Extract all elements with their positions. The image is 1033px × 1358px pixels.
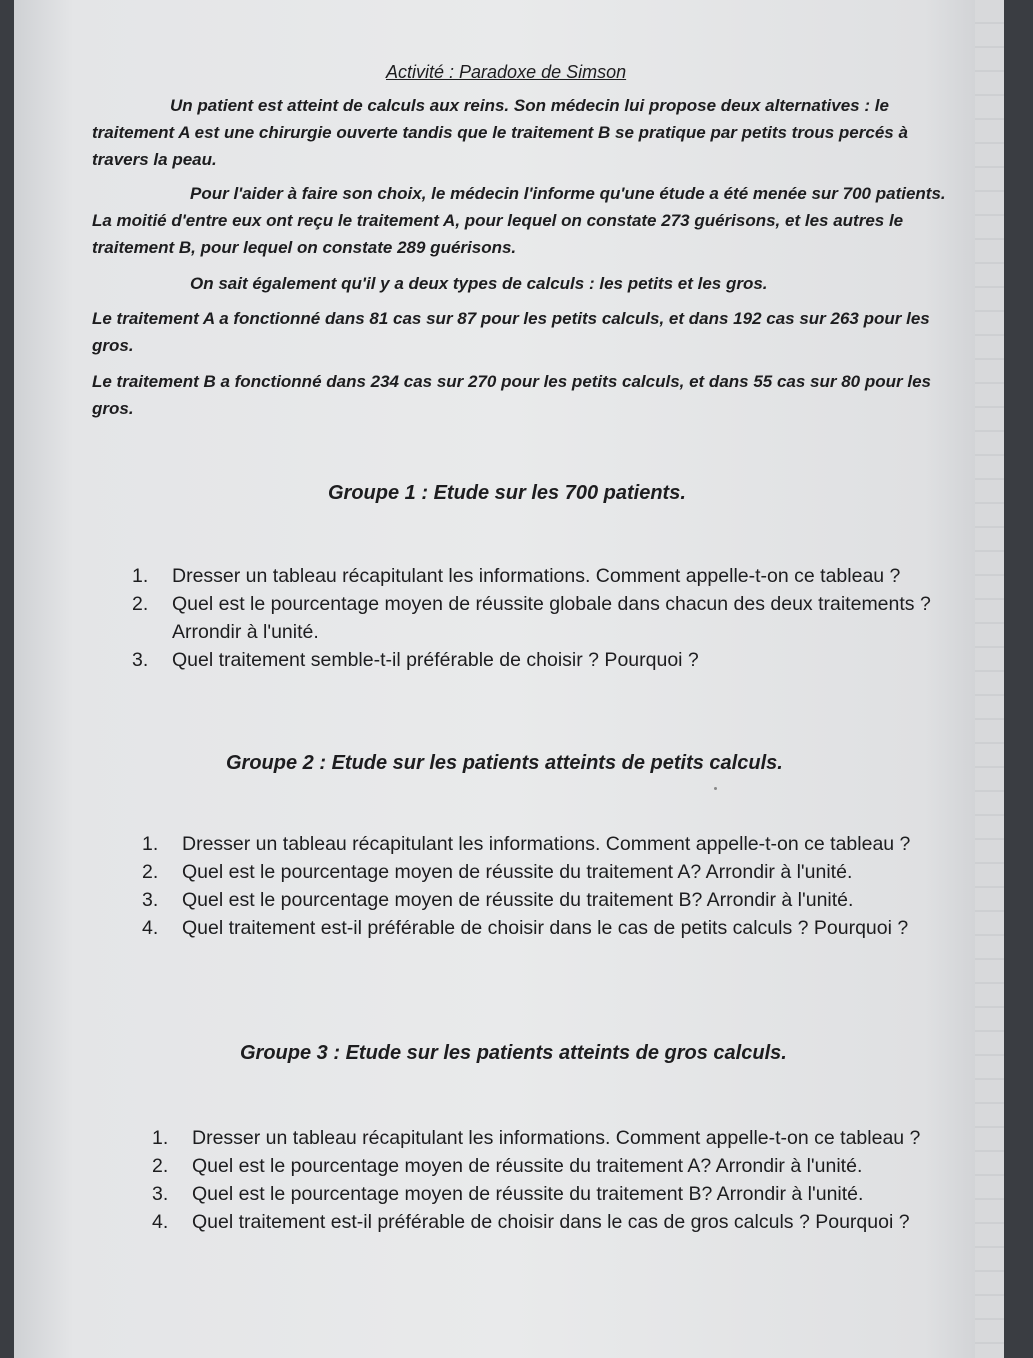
page-edge-stack: [975, 0, 1004, 1358]
intro-paragraph-1: Un patient est atteint de calculs aux reins. Son médecin lui propose deux alternatives : le traitement A est une chirurgie ouverte tandis que le traitement B se pratique par petits trous percés à travers la peau.: [92, 96, 908, 169]
question-item: [142, 914, 972, 942]
question-item: [132, 562, 932, 590]
question-number: 2.: [152, 1155, 169, 1177]
question-number: 1.: [142, 833, 159, 855]
group-3-questions: [152, 1124, 972, 1236]
question-number: 1.: [152, 1127, 169, 1149]
intro-paragraph-5: Le traitement B a fonctionné dans 234 cas sur 270 pour les petits calculs, et dans 55 cas sur 80 pour les gros.: [92, 372, 931, 418]
question-number: 4.: [142, 917, 159, 939]
question-item: [152, 1180, 972, 1208]
group-2-questions: [142, 830, 972, 942]
question-number: 3.: [142, 889, 159, 911]
question-text: Dresser un tableau récapitulant les informations. Comment appelle-t-on ce tableau ?: [172, 565, 901, 587]
question-text: Quel est le pourcentage moyen de réussite du traitement B? Arrondir à l'unité.: [192, 1183, 864, 1205]
intro-paragraph-3: On sait également qu'il y a deux types de calculs : les petits et les gros.: [190, 274, 768, 293]
question-text: Dresser un tableau récapitulant les informations. Comment appelle-t-on ce tableau ?: [182, 833, 911, 855]
question-item: [132, 646, 932, 674]
question-item: [142, 858, 972, 886]
question-number: 3.: [152, 1183, 169, 1205]
question-item: [152, 1208, 972, 1236]
group-1-questions: [132, 562, 932, 674]
group-2-title: Groupe 2 : Etude sur les patients atteints de petits calculs.: [226, 752, 783, 774]
question-text: Quel traitement est-il préférable de choisir dans le cas de petits calculs ? Pourquoi ?: [182, 917, 909, 939]
question-item: [142, 886, 972, 914]
question-text: Quel traitement semble-t-il préférable de choisir ? Pourquoi ?: [172, 649, 699, 671]
question-text: Dresser un tableau récapitulant les informations. Comment appelle-t-on ce tableau ?: [192, 1127, 921, 1149]
intro-paragraph-2: Pour l'aider à faire son choix, le médecin l'informe qu'une étude a été menée sur 700 patients. La moitié d'entre eux ont reçu le traitement A, pour lequel on constate 273 guérisons, et les autres le traitement B, pour lequel on constate 289 guérisons.: [92, 184, 946, 257]
question-number: 4.: [152, 1211, 169, 1233]
question-item: [152, 1124, 972, 1152]
question-item: [142, 830, 972, 858]
document-title: Activité : Paradoxe de Simson: [386, 62, 627, 82]
ink-speck: [714, 787, 717, 790]
question-item: [152, 1152, 972, 1180]
question-number: 2.: [132, 593, 149, 615]
question-text: Quel est le pourcentage moyen de réussite du traitement A? Arrondir à l'unité.: [182, 861, 853, 883]
question-number: 1.: [132, 565, 149, 587]
question-text: Quel est le pourcentage moyen de réussite du traitement B? Arrondir à l'unité.: [182, 889, 854, 911]
intro-paragraph-4: Le traitement A a fonctionné dans 81 cas sur 87 pour les petits calculs, et dans 192 cas sur 263 pour les gros.: [92, 309, 930, 355]
group-3-title: Groupe 3 : Etude sur les patients atteints de gros calculs.: [240, 1042, 787, 1064]
question-text: Quel est le pourcentage moyen de réussite globale dans chacun des deux traitements ? Arrondir à l'unité.: [172, 593, 931, 643]
group-1-title: Groupe 1 : Etude sur les 700 patients.: [328, 482, 686, 504]
question-number: 2.: [142, 861, 159, 883]
question-text: Quel traitement est-il préférable de choisir dans le cas de gros calculs ? Pourquoi ?: [192, 1211, 910, 1233]
question-item: [132, 590, 932, 646]
question-text: Quel est le pourcentage moyen de réussite du traitement A? Arrondir à l'unité.: [192, 1155, 863, 1177]
worksheet-page: [14, 0, 1004, 1358]
question-number: 3.: [132, 649, 149, 671]
